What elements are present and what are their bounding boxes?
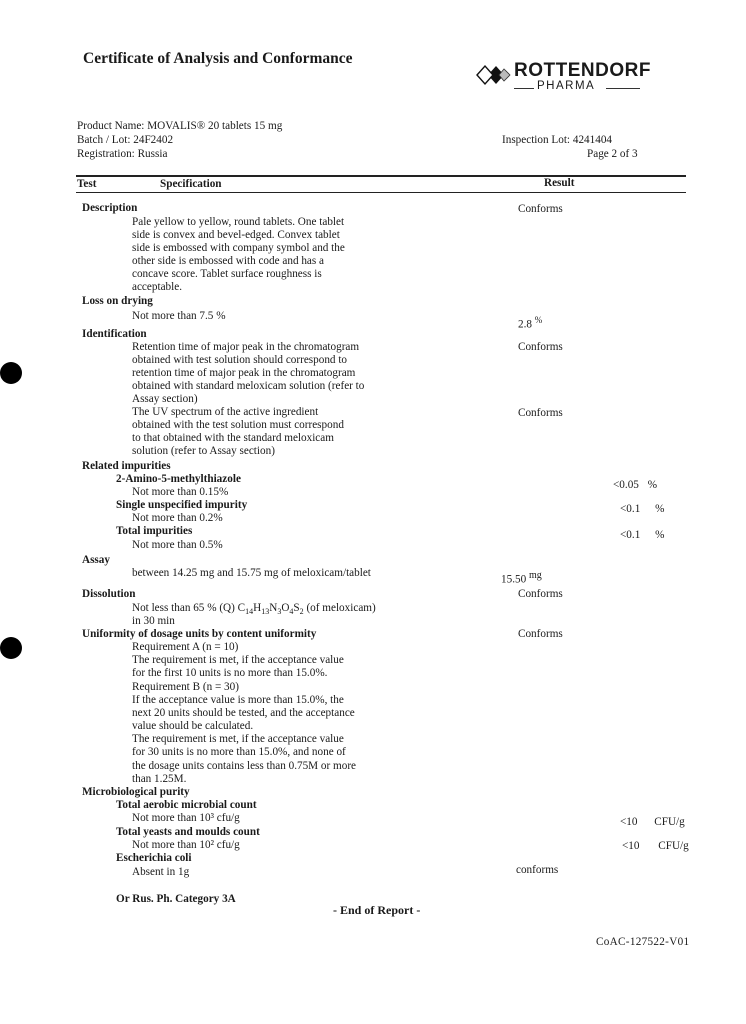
total-impurities-spec: Not more than 0.5%	[132, 539, 223, 551]
single-impurity-result-unit: %	[655, 503, 665, 515]
formula: $C_{14}H_{13}N_3O_4S_2$	[237, 602, 304, 617]
registration-label: Registration:	[77, 148, 135, 160]
document-code: CoAC-127522-V01	[596, 936, 690, 948]
description-result: Conforms	[518, 203, 563, 215]
spec-line: next 20 units should be tested, and the acceptance	[132, 707, 355, 719]
tamc-name: Total aerobic microbial count	[116, 799, 257, 811]
page-number: Page 2 of 3	[587, 148, 638, 160]
assay-spec: between 14.25 mg and 15.75 mg of meloxicam/tablet	[132, 567, 371, 579]
logo-rule-left	[514, 88, 534, 89]
tymc-result-value: <10	[622, 840, 640, 852]
amino-result	[613, 479, 657, 492]
end-of-report: - End of Report -	[333, 903, 421, 917]
single-impurity-spec: Not more than 0.2%	[132, 512, 223, 524]
loss-spec: Not more than 7.5 %	[132, 310, 226, 322]
category-text: Or Rus. Ph. Category 3A	[116, 893, 236, 905]
test-description: Description	[82, 202, 138, 214]
tymc-result	[622, 840, 689, 853]
spec-line: side is convex and bevel-edged. Convex tablet	[132, 229, 340, 241]
spec-line: for 30 units is no more than 15.0%, and none of	[132, 746, 346, 758]
amino-name: 2-Amino-5-methylthiazole	[116, 473, 241, 485]
batch-value: 24F2402	[133, 134, 174, 146]
punch-hole-bottom	[0, 637, 22, 659]
ecoli-spec: Absent in 1g	[132, 866, 190, 878]
header-rule-top	[76, 175, 686, 177]
spec-line: solution (refer to Assay section)	[132, 445, 275, 457]
batch-label: Batch / Lot:	[77, 134, 131, 146]
dissolution-spec-pre: Not less than 65 % (Q)	[132, 602, 238, 614]
batch-row	[77, 134, 173, 147]
dissolution-spec-post: (of meloxicam)	[303, 602, 376, 614]
tamc-spec: Not more than 10³ cfu/g	[132, 812, 240, 824]
inspection-lot-row	[502, 134, 612, 147]
dissolution-spec-line2: in 30 min	[132, 615, 175, 627]
spec-line: to that obtained with the standard meloxicam	[132, 432, 334, 444]
registration-row	[77, 148, 167, 161]
total-impurities-result-value: <0.1	[620, 529, 641, 541]
company-logo	[476, 60, 656, 100]
identification-result-1: Conforms	[518, 341, 563, 353]
assay-result-value: 15.50	[501, 573, 527, 586]
tymc-result-unit: CFU/g	[658, 840, 689, 852]
spec-line: Pale yellow to yellow, round tablets. One tablet	[132, 216, 345, 228]
loss-result-unit: %	[534, 315, 543, 325]
spec-line: side is embossed with company symbol and the	[132, 242, 345, 254]
tymc-name: Total yeasts and moulds count	[116, 826, 260, 838]
logo-sub: PHARMA	[537, 80, 596, 92]
spec-line: Assay section)	[132, 393, 198, 405]
tamc-result-unit: CFU/g	[654, 816, 685, 828]
document-title: Certificate of Analysis and Conformance	[83, 50, 353, 67]
spec-line: concave score. Tablet surface roughness is	[132, 268, 322, 280]
spec-line: for the first 10 units is no more than 15.0%.	[132, 667, 328, 679]
test-microbiological-purity: Microbiological purity	[82, 786, 190, 798]
pharmacopoeia-category	[116, 893, 236, 906]
logo-name: ROTTENDORF	[514, 60, 651, 81]
punch-hole-top	[0, 362, 22, 384]
spec-line: The requirement is met, if the acceptance value	[132, 654, 344, 666]
single-impurity-name: Single unspecified impurity	[116, 499, 248, 511]
col-header-result: Result	[544, 177, 575, 189]
col-header-spec: Specification	[160, 178, 222, 190]
dissolution-result: Conforms	[518, 588, 563, 600]
total-impurities-result	[620, 529, 664, 542]
spec-line: the dosage units contains less than 0.75M or more	[132, 760, 357, 772]
spec-line: value should be calculated.	[132, 720, 254, 732]
tamc-result-value: <10	[620, 816, 638, 828]
product-name-value: MOVALIS® 20 tablets 15 mg	[147, 120, 283, 132]
single-impurity-result-value: <0.1	[620, 503, 641, 515]
product-name-label: Product Name:	[77, 120, 145, 132]
product-name-row	[77, 120, 282, 133]
test-identification: Identification	[82, 328, 147, 340]
col-header-test: Test	[77, 178, 97, 190]
logo-rule-right	[606, 88, 640, 89]
total-impurities-result-unit: %	[655, 529, 665, 541]
tamc-result	[620, 816, 685, 829]
spec-line: Requirement A (n = 10)	[132, 641, 239, 653]
tymc-spec: Not more than 10² cfu/g	[132, 839, 240, 851]
test-uniformity: Uniformity of dosage units by content uniformity	[82, 628, 317, 640]
spec-line: If the acceptance value is more than 15.0%, the	[132, 694, 344, 706]
loss-result-value: 2.8	[518, 318, 532, 331]
spec-line: Retention time of major peak in the chromatogram	[132, 341, 360, 353]
inspection-lot-label: Inspection Lot:	[502, 134, 571, 146]
test-related-impurities: Related impurities	[82, 460, 171, 472]
identification-result-2: Conforms	[518, 407, 563, 419]
amino-result-value: <0.05	[613, 479, 639, 491]
spec-line: acceptable.	[132, 281, 182, 293]
inspection-lot-value: 4241404	[572, 134, 612, 146]
spec-line: retention time of major peak in the chromatogram	[132, 367, 356, 379]
test-dissolution: Dissolution	[82, 588, 136, 600]
spec-line: The requirement is met, if the acceptance value	[132, 733, 344, 745]
spec-line: than 1.25M.	[132, 773, 187, 785]
ecoli-result: conforms	[516, 864, 559, 876]
ecoli-name: Escherichia coli	[116, 852, 192, 864]
uniformity-result: Conforms	[518, 628, 563, 640]
assay-result	[501, 569, 542, 587]
spec-line: obtained with the test solution must correspond	[132, 419, 344, 431]
single-impurity-result	[620, 503, 664, 516]
spec-line: obtained with standard meloxicam solution (refer to	[132, 380, 365, 392]
spec-line: obtained with test solution should correspond to	[132, 354, 348, 366]
spec-line: Requirement B (n = 30)	[132, 681, 239, 693]
spec-line: The UV spectrum of the active ingredient	[132, 406, 319, 418]
assay-result-unit: mg	[528, 570, 542, 581]
loss-result	[518, 314, 542, 332]
test-assay: Assay	[82, 554, 110, 566]
spec-line: other side is embossed with code and has a	[132, 255, 325, 267]
amino-spec: Not more than 0.15%	[132, 486, 229, 498]
test-loss-on-drying: Loss on drying	[82, 295, 153, 307]
amino-result-unit: %	[647, 479, 658, 491]
diamond-logo-icon	[476, 60, 512, 90]
header-rule-bottom	[76, 192, 686, 193]
registration-value: Russia	[137, 148, 168, 160]
total-impurities-name: Total impurities	[116, 525, 193, 537]
